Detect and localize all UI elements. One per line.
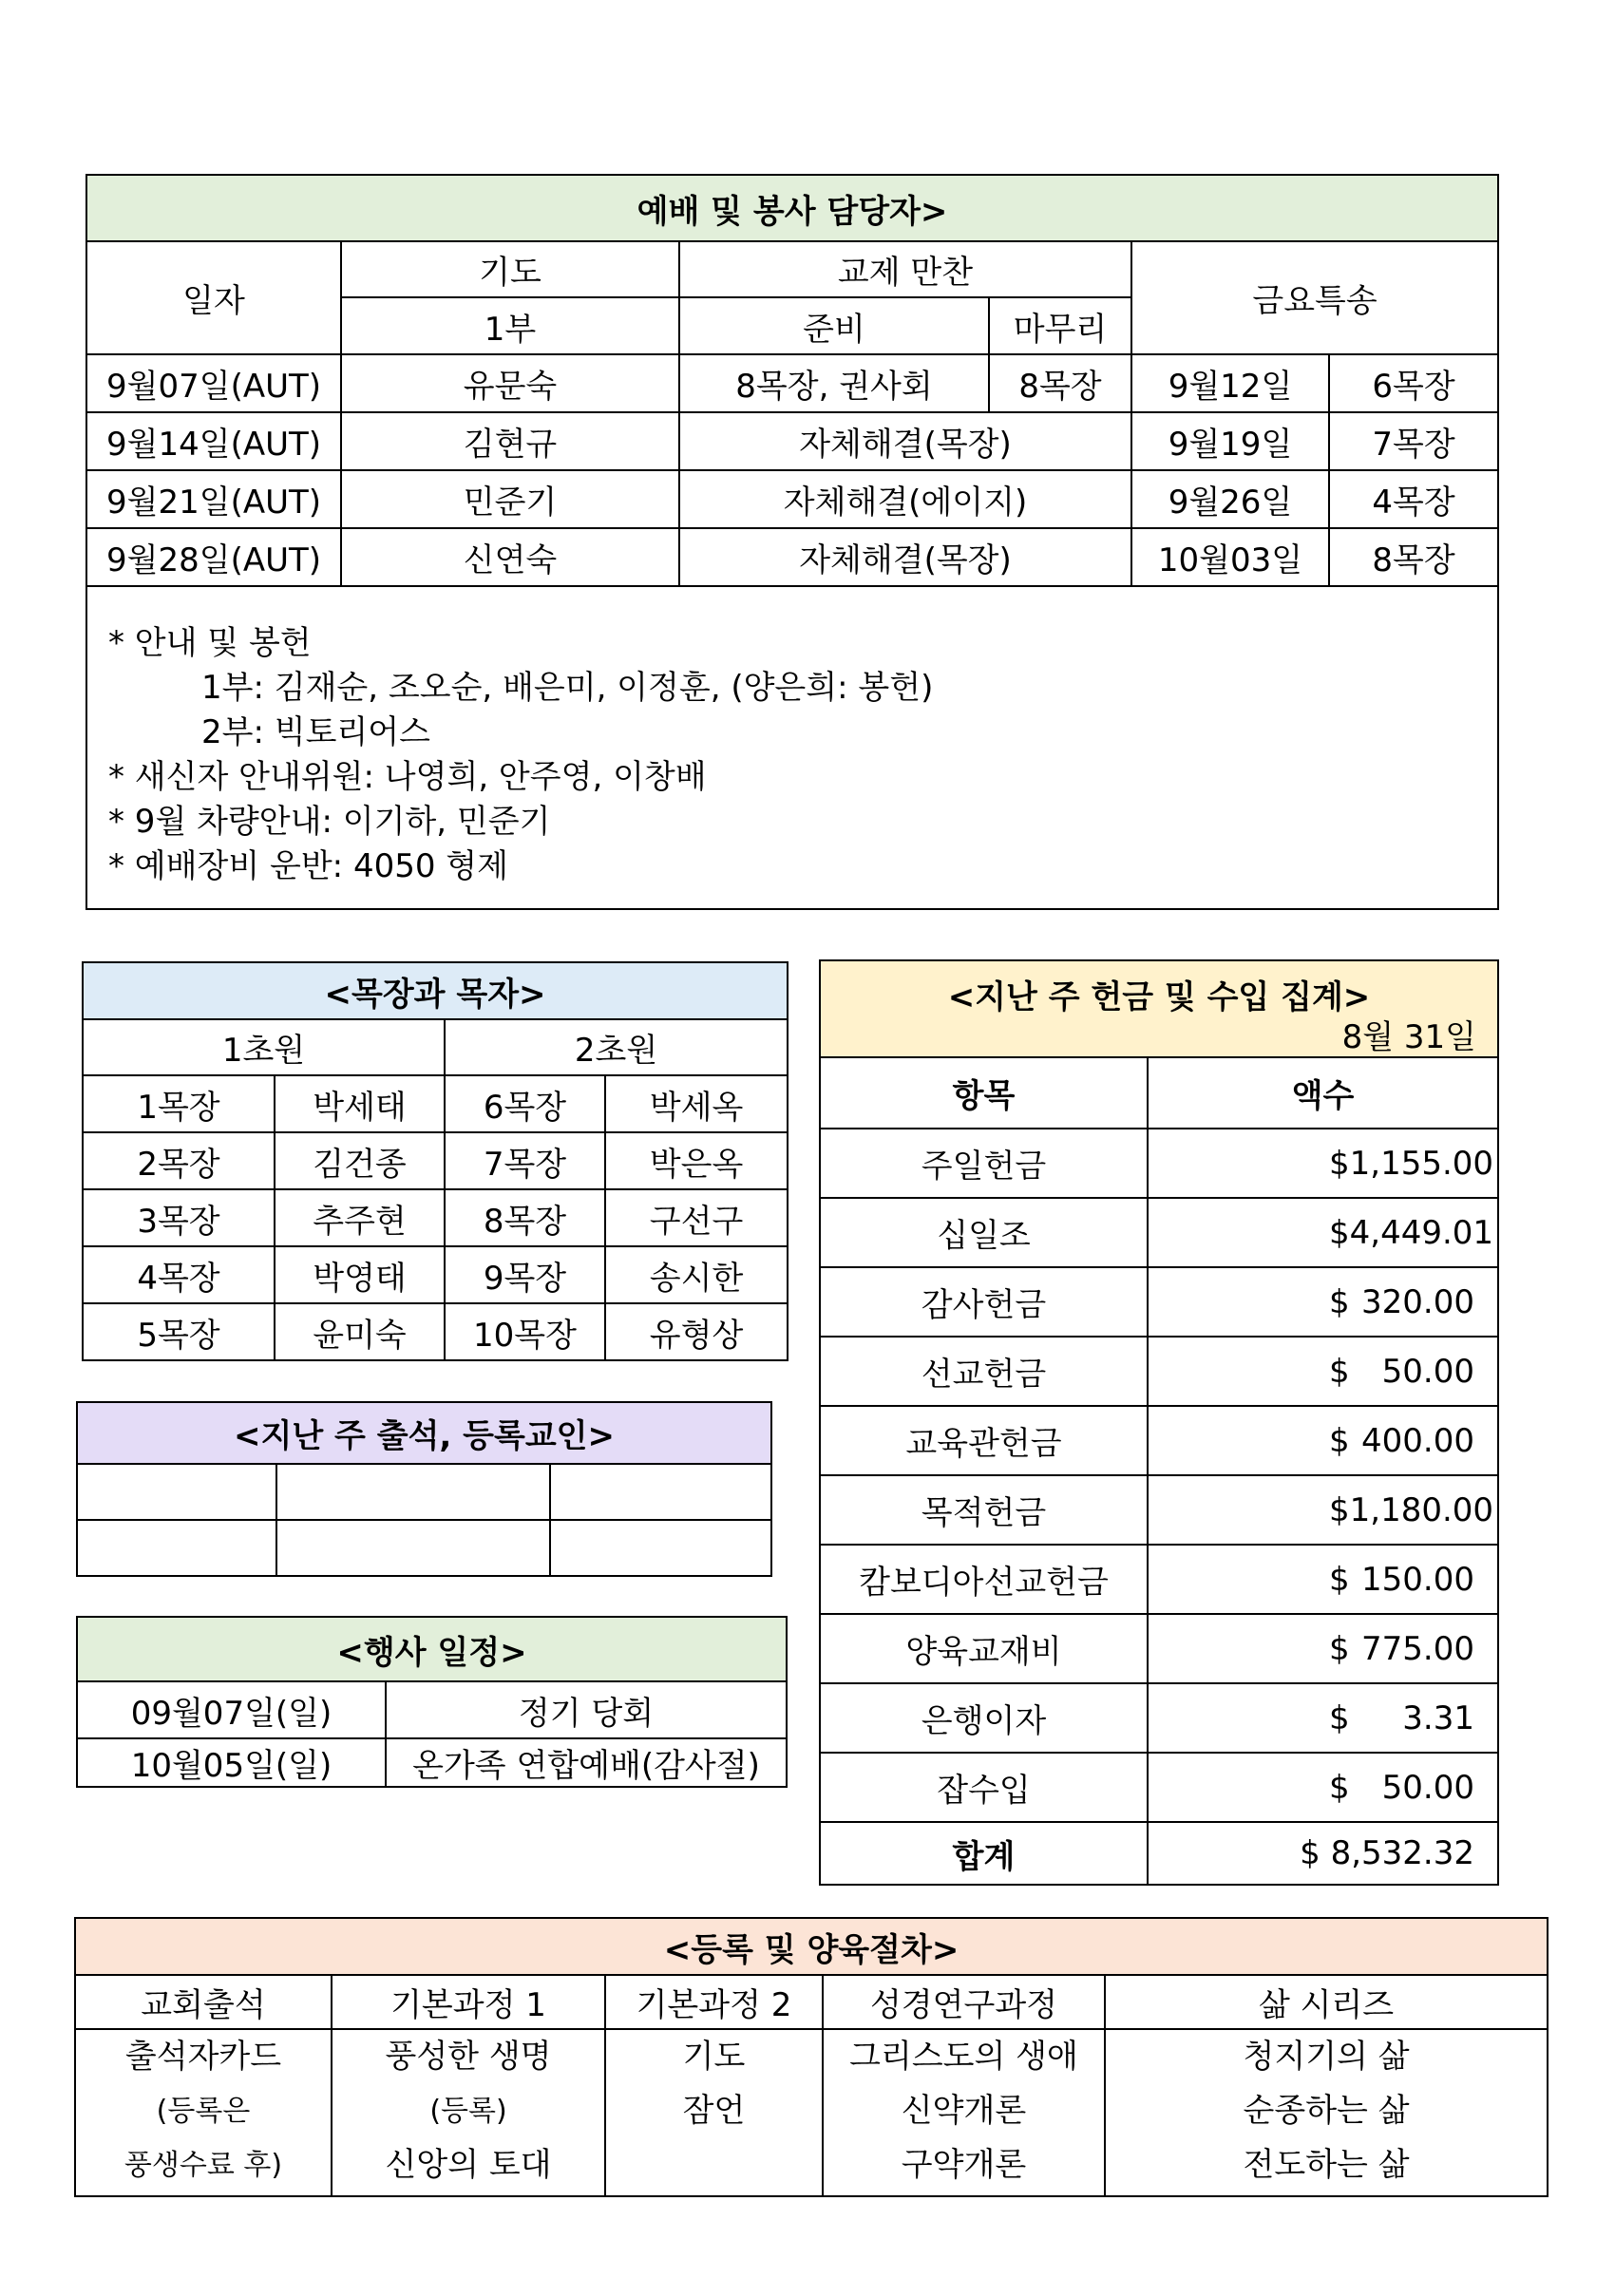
row-friday-group: 8목장	[1329, 528, 1498, 586]
table-row	[83, 1189, 788, 1246]
training-header: 교회출석	[75, 1975, 332, 2029]
leader-name: 박세옥	[605, 1075, 788, 1132]
table-row	[86, 354, 1498, 412]
group-name: 9목장	[445, 1246, 605, 1303]
group-name: 3목장	[83, 1189, 275, 1246]
row-friday-date: 10월03일	[1131, 528, 1329, 586]
training-header: 기본과정 2	[605, 1975, 823, 2029]
training-header: 성경연구과정	[823, 1975, 1105, 2029]
row-meal: 자체해결(목장)	[679, 528, 1131, 586]
region-1-header: 1초원	[83, 1019, 445, 1075]
offering-item: 캄보디아선교헌금	[820, 1545, 1148, 1614]
note-line: 2부: 빅토리어스	[201, 713, 430, 751]
table-row	[77, 1681, 787, 1738]
attendance-cell	[276, 1464, 550, 1520]
currency-sign: $	[1329, 1421, 1350, 1460]
total-label: 합계	[820, 1822, 1148, 1885]
row-meal-finish: 8목장	[989, 354, 1131, 412]
note-line: * 새신자 안내위원: 나영희, 안주영, 이창배	[108, 758, 707, 796]
course-item: 잠언	[682, 2092, 746, 2130]
event-name: 온가족 연합예배(감사절)	[386, 1738, 787, 1787]
leader-name: 구선구	[605, 1189, 788, 1246]
note-line: 1부: 김재순, 조오순, 배은미, 이정훈, (양은희: 봉헌)	[201, 669, 934, 707]
row-prayer: 신연숙	[341, 528, 679, 586]
training-col-life-series	[1105, 2029, 1548, 2196]
offering-amount	[1148, 1267, 1498, 1337]
worship-duty-title: 예배 및 봉사 담당자>	[86, 175, 1498, 241]
note-line: * 예배장비 운반: 4050 형제	[108, 847, 508, 885]
friday-header: 금요특송	[1131, 241, 1498, 354]
offering-item: 십일조	[820, 1198, 1148, 1267]
event-date: 09월07일(일)	[77, 1681, 386, 1738]
course-item: 청지기의 삶	[1243, 2038, 1410, 2076]
currency-sign: $	[1329, 1213, 1350, 1252]
offering-amount	[1148, 1545, 1498, 1614]
course-item: 전도하는 삶	[1243, 2146, 1410, 2184]
leader-name: 송시한	[605, 1246, 788, 1303]
amount-value: 3.31	[1402, 1698, 1474, 1737]
table-row	[83, 1246, 788, 1303]
attendance-cell	[276, 1520, 550, 1576]
group-name: 5목장	[83, 1303, 275, 1360]
course-item: 풍성한 생명	[385, 2038, 552, 2076]
leader-name: 추주현	[275, 1189, 445, 1246]
offering-item: 선교헌금	[820, 1337, 1148, 1406]
course-item: 풍생수료 후)	[124, 2149, 283, 2182]
row-friday-group: 4목장	[1329, 470, 1498, 528]
date-header: 일자	[86, 241, 341, 354]
offering-amount	[1148, 1614, 1498, 1683]
table-row	[820, 1129, 1498, 1198]
table-row	[820, 1198, 1498, 1267]
row-date: 9월21일(AUT)	[86, 470, 341, 528]
table-row	[820, 1406, 1498, 1475]
event-date: 10월05일(일)	[77, 1738, 386, 1787]
row-friday-group: 7목장	[1329, 412, 1498, 470]
training-col-attendance	[75, 2029, 332, 2196]
total-amount: $ 8,532.32	[1148, 1822, 1498, 1885]
prayer-header: 기도	[341, 241, 679, 297]
training-table	[74, 1917, 1548, 2197]
amount-value: 400.00	[1361, 1421, 1474, 1460]
row-friday-date: 9월12일	[1131, 354, 1329, 412]
row-friday-group: 6목장	[1329, 354, 1498, 412]
attendance-title: <지난 주 출석, 등록교인>	[77, 1402, 771, 1464]
currency-sign: $	[1329, 1768, 1350, 1807]
note-line: * 9월 차량안내: 이기하, 민준기	[108, 803, 551, 841]
training-header: 삶 시리즈	[1105, 1975, 1548, 2029]
offering-amount	[1148, 1753, 1498, 1822]
table-row	[83, 1303, 788, 1360]
currency-sign: $	[1329, 1352, 1350, 1391]
amount-value: 1,155.00	[1349, 1144, 1494, 1183]
course-item: (등록)	[429, 2095, 507, 2128]
shepherd-title: <목장과 목자>	[83, 962, 788, 1019]
training-col-basic-2	[605, 2029, 823, 2196]
attendance-table	[76, 1401, 772, 1577]
amount-value: 50.00	[1381, 1768, 1474, 1807]
offering-item: 목적헌금	[820, 1475, 1148, 1545]
table-row	[820, 1267, 1498, 1337]
worship-notes	[86, 586, 1498, 909]
offering-title: <지난 주 헌금 및 수입 집계>	[947, 978, 1371, 1016]
leader-name: 박영태	[275, 1246, 445, 1303]
table-row	[86, 412, 1498, 470]
leader-name: 윤미숙	[275, 1303, 445, 1360]
offering-header	[820, 960, 1498, 1057]
row-meal-prep: 8목장, 권사회	[679, 354, 989, 412]
training-header: 기본과정 1	[332, 1975, 605, 2029]
worship-duty-table	[86, 174, 1499, 910]
row-friday-date: 9월26일	[1131, 470, 1329, 528]
offering-item: 은행이자	[820, 1683, 1148, 1753]
offering-amount	[1148, 1198, 1498, 1267]
group-name: 10목장	[445, 1303, 605, 1360]
prayer-subheader: 1부	[341, 297, 679, 354]
offering-date: 8월 31일	[1341, 1018, 1476, 1056]
amount-value: 150.00	[1361, 1560, 1474, 1599]
region-2-header: 2초원	[445, 1019, 788, 1075]
offering-table	[819, 959, 1499, 1886]
amount-value: 50.00	[1381, 1352, 1474, 1391]
group-name: 7목장	[445, 1132, 605, 1189]
leader-name: 박세태	[275, 1075, 445, 1132]
course-item: 신약개론	[901, 2092, 1027, 2130]
row-prayer: 유문숙	[341, 354, 679, 412]
group-name: 8목장	[445, 1189, 605, 1246]
row-date: 9월07일(AUT)	[86, 354, 341, 412]
table-row	[86, 528, 1498, 586]
events-title: <행사 일정>	[77, 1617, 787, 1681]
meal-header: 교제 만찬	[679, 241, 1131, 297]
currency-sign: $	[1329, 1144, 1350, 1183]
offering-amount	[1148, 1406, 1498, 1475]
attendance-cell	[550, 1464, 771, 1520]
group-name: 2목장	[83, 1132, 275, 1189]
offering-item: 잡수입	[820, 1753, 1148, 1822]
table-row	[820, 1683, 1498, 1753]
amount-value: 775.00	[1361, 1629, 1474, 1668]
course-item: 순종하는 삶	[1243, 2092, 1410, 2130]
currency-sign: $	[1329, 1490, 1350, 1529]
leader-name: 김건종	[275, 1132, 445, 1189]
course-item: (등록은	[156, 2095, 251, 2128]
table-row	[820, 1614, 1498, 1683]
course-item: 출석자카드	[124, 2038, 282, 2076]
offering-item: 감사헌금	[820, 1267, 1148, 1337]
offering-item: 양육교재비	[820, 1614, 1148, 1683]
attendance-cell	[550, 1520, 771, 1576]
currency-sign: $	[1329, 1698, 1350, 1737]
meal-finish-header: 마무리	[989, 297, 1131, 354]
row-date: 9월14일(AUT)	[86, 412, 341, 470]
row-meal: 자체해결(에이지)	[679, 470, 1131, 528]
group-name: 4목장	[83, 1246, 275, 1303]
meal-prep-header: 준비	[679, 297, 989, 354]
shepherd-table	[82, 961, 788, 1361]
group-name: 6목장	[445, 1075, 605, 1132]
table-row	[83, 1075, 788, 1132]
row-friday-date: 9월19일	[1131, 412, 1329, 470]
currency-sign: $	[1329, 1560, 1350, 1599]
event-name: 정기 당회	[386, 1681, 787, 1738]
leader-name: 박은옥	[605, 1132, 788, 1189]
table-row	[820, 1337, 1498, 1406]
offering-amount	[1148, 1683, 1498, 1753]
item-header: 항목	[820, 1057, 1148, 1129]
table-row	[820, 1545, 1498, 1614]
course-item: 그리스도의 생애	[849, 2038, 1078, 2076]
table-row	[83, 1132, 788, 1189]
table-row	[77, 1738, 787, 1787]
offering-item: 주일헌금	[820, 1129, 1148, 1198]
row-date: 9월28일(AUT)	[86, 528, 341, 586]
training-title: <등록 및 양육절차>	[75, 1918, 1548, 1975]
row-prayer: 김현규	[341, 412, 679, 470]
attendance-cell	[77, 1520, 276, 1576]
total-row	[820, 1822, 1498, 1885]
offering-amount	[1148, 1129, 1498, 1198]
currency-sign: $	[1329, 1629, 1350, 1668]
amount-value: 320.00	[1361, 1282, 1474, 1321]
amount-value: 4,449.01	[1349, 1213, 1494, 1252]
table-row	[820, 1475, 1498, 1545]
leader-name: 유형상	[605, 1303, 788, 1360]
offering-amount	[1148, 1337, 1498, 1406]
group-name: 1목장	[83, 1075, 275, 1132]
row-meal: 자체해결(목장)	[679, 412, 1131, 470]
offering-item: 교육관헌금	[820, 1406, 1148, 1475]
table-row	[86, 470, 1498, 528]
course-item: 구약개론	[901, 2146, 1027, 2184]
course-item: 신앙의 토대	[385, 2146, 552, 2184]
events-table	[76, 1616, 788, 1788]
course-item: 기도	[682, 2038, 746, 2076]
attendance-cell	[77, 1464, 276, 1520]
currency-sign: $	[1329, 1282, 1350, 1321]
amount-header: 액수	[1148, 1057, 1498, 1129]
note-line: * 안내 및 봉헌	[108, 624, 312, 662]
training-col-bible-study	[823, 2029, 1105, 2196]
amount-value: 1,180.00	[1349, 1490, 1494, 1529]
offering-amount	[1148, 1475, 1498, 1545]
training-col-basic-1	[332, 2029, 605, 2196]
table-row	[820, 1753, 1498, 1822]
row-prayer: 민준기	[341, 470, 679, 528]
